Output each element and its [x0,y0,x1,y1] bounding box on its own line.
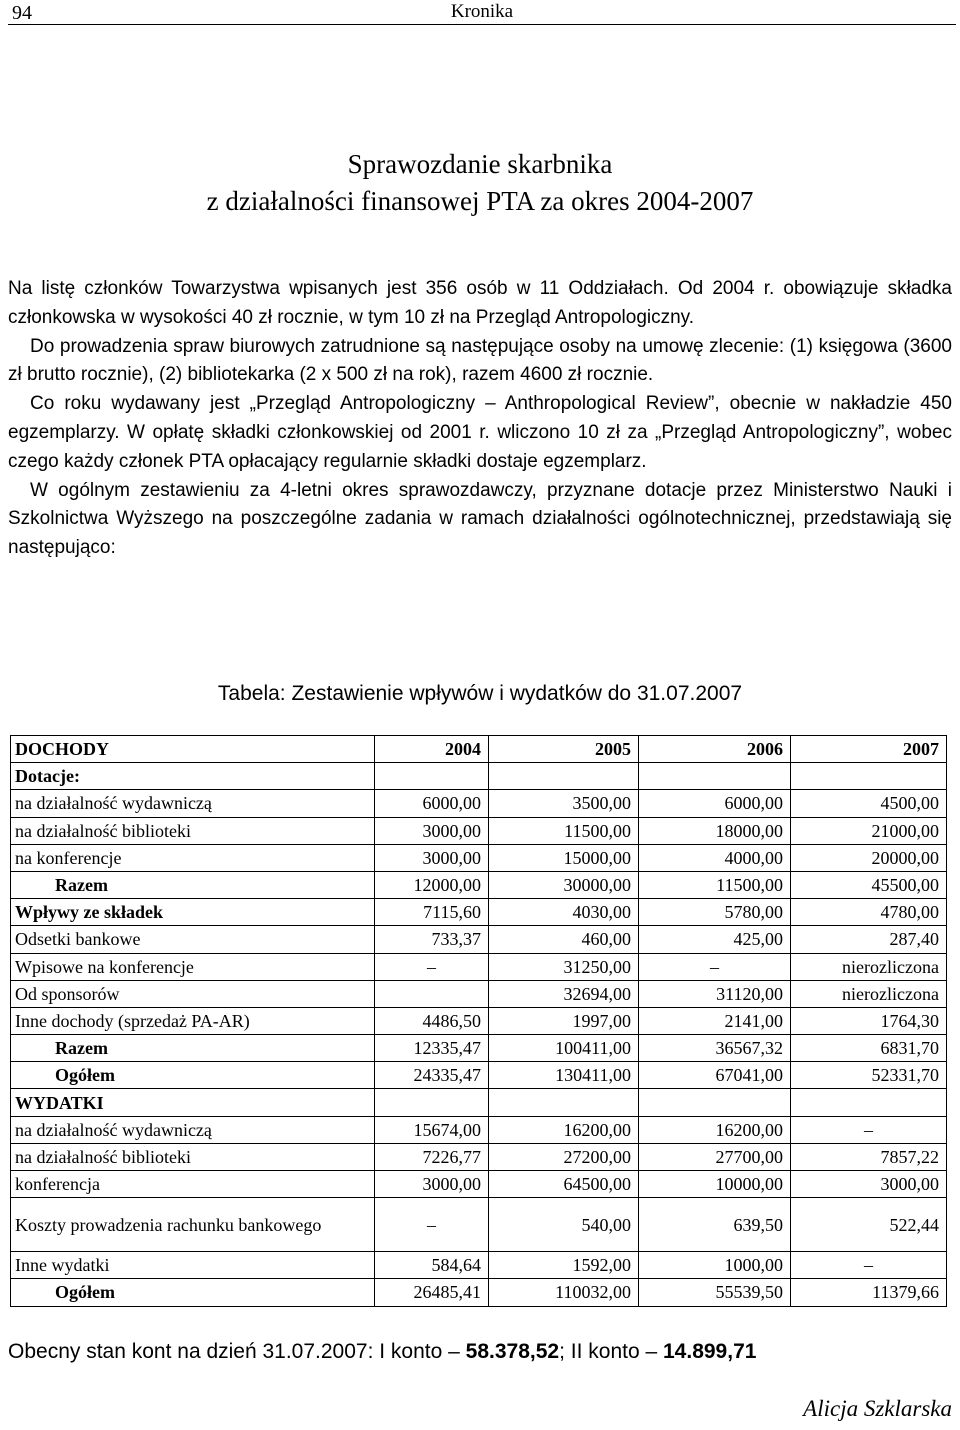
row-value: nierozliczona [791,980,947,1007]
running-header [8,2,956,25]
paragraph-staff: Do prowadzenia spraw biurowych zatrudnione są następujące osoby na umowę zlecenie: (1) księgowa (3600 zł brutto rocznie), (2) bibliotekarka (2 x 500 zł na rok), razem 4600 zł rocznie. [8,335,952,386]
row-value [489,1089,639,1116]
row-value: 6000,00 [375,790,489,817]
row-value: 6831,70 [791,1035,947,1062]
table-row [11,817,947,844]
row-value: 3000,00 [791,1171,947,1198]
balance-account-1: 58.378,52 [465,1340,560,1363]
table-row [11,1171,947,1198]
table-row [11,1252,947,1279]
table-row [11,899,947,926]
row-value: – [375,953,489,980]
row-value: 15674,00 [375,1116,489,1143]
row-label: WYDATKI [11,1089,375,1116]
row-value: – [639,953,791,980]
row-value: 4000,00 [639,844,791,871]
row-label: Od sponsorów [11,980,375,1007]
row-value: nierozliczona [791,953,947,980]
paragraph-journal: Co roku wydawany jest „Przegląd Antropologiczny – Anthropological Review”, obecnie w nakładzie 450 egzemplarzy. W opłatę składki członkowskiej od 2001 r. wliczono 10 zł za „Przegląd Antropologiczny”, wobec czego każdy członek PTA opłacający regularnie składki dostaje egzemplarz. [8,393,952,472]
row-label: Razem [11,1035,375,1062]
row-value: 100411,00 [489,1035,639,1062]
row-label: Ogółem [11,1279,375,1306]
row-value: 64500,00 [489,1171,639,1198]
table-header-cell: 2005 [489,736,639,763]
row-label: Wpływy ze składek [11,899,375,926]
row-value: 20000,00 [791,844,947,871]
row-value: 24335,47 [375,1062,489,1089]
row-value: 4486,50 [375,1007,489,1034]
row-value: 460,00 [489,926,639,953]
finance-table-body [11,736,947,1307]
table-row [11,926,947,953]
row-value: 3000,00 [375,817,489,844]
row-value: 584,64 [375,1252,489,1279]
row-value: 540,00 [489,1198,639,1252]
row-value: 1764,30 [791,1007,947,1034]
row-value: 16200,00 [639,1116,791,1143]
table-header-cell: 2006 [639,736,791,763]
finance-table [10,735,947,1307]
table-caption: Tabela: Zestawienie wpływów i wydatków do 31.07.2007 [217,682,743,705]
account-balance [8,1340,952,1364]
row-value: 110032,00 [489,1279,639,1306]
table-row [11,1035,947,1062]
signature: Alicja Szklarska [803,1396,952,1421]
row-value: 3500,00 [489,790,639,817]
row-value: 4780,00 [791,899,947,926]
row-value: 10000,00 [639,1171,791,1198]
row-label: Razem [11,871,375,898]
row-value: 2141,00 [639,1007,791,1034]
row-label: na działalność wydawniczą [11,790,375,817]
row-value: 21000,00 [791,817,947,844]
table-row [11,1062,947,1089]
table-row [11,953,947,980]
row-value: 36567,32 [639,1035,791,1062]
row-value: 130411,00 [489,1062,639,1089]
row-value: 4500,00 [791,790,947,817]
row-value [375,763,489,790]
row-value: 1997,00 [489,1007,639,1034]
row-value: 639,50 [639,1198,791,1252]
table-header-cell: 2007 [791,736,947,763]
table-row [11,1116,947,1143]
row-value: 16200,00 [489,1116,639,1143]
row-value: 3000,00 [375,844,489,871]
paragraph-members: Na listę członków Towarzystwa wpisanych jest 356 osób w 11 Oddziałach. Od 2004 r. obowiązuje składka członkowska w wysokości 40 zł rocznie, w tym 10 zł na Przegląd Antropologiczny. [8,278,952,328]
row-label: Odsetki bankowe [11,926,375,953]
table-header-cell: DOCHODY [11,736,375,763]
row-label: Inne dochody (sprzedaż PA-AR) [11,1007,375,1034]
row-value: 67041,00 [639,1062,791,1089]
table-header-row [11,736,947,763]
table-row [11,844,947,871]
row-value [639,763,791,790]
row-value: – [791,1116,947,1143]
row-value: 45500,00 [791,871,947,898]
row-value: 7115,60 [375,899,489,926]
row-value: 1000,00 [639,1252,791,1279]
row-value: 733,37 [375,926,489,953]
table-header-cell: 2004 [375,736,489,763]
row-label: na działalność wydawniczą [11,1116,375,1143]
row-value: 26485,41 [375,1279,489,1306]
row-label: Koszty prowadzenia rachunku bankowego [11,1198,375,1252]
row-value: 1592,00 [489,1252,639,1279]
row-value: 27200,00 [489,1143,639,1170]
row-label: na działalność biblioteki [11,817,375,844]
row-value: 7857,22 [791,1143,947,1170]
table-row [11,980,947,1007]
table-row [11,790,947,817]
row-label: Dotacje: [11,763,375,790]
row-value: 6000,00 [639,790,791,817]
table-row [11,1007,947,1034]
paragraph-grants: W ogólnym zestawieniu za 4-letni okres sprawozdawczy, przyznane dotacje przez Ministerstwo Nauki i Szkolnictwa Wyższego na poszczególne zadania w ramach działalności ogólnotechnicznej, przedstawiają się następująco: [8,479,952,559]
table-row [11,1279,947,1306]
row-value [375,980,489,1007]
row-value: 11379,66 [791,1279,947,1306]
row-value [489,763,639,790]
row-value: 11500,00 [639,871,791,898]
running-title: Kronika [450,1,514,22]
table-row [11,871,947,898]
row-value: 55539,50 [639,1279,791,1306]
table-row [11,763,947,790]
balance-prefix: Obecny stan kont na dzień 31.07.2007: I konto – [8,1340,466,1363]
row-value: 7226,77 [375,1143,489,1170]
row-label: Inne wydatki [11,1252,375,1279]
row-value: 425,00 [639,926,791,953]
row-value: 31250,00 [489,953,639,980]
row-value: 15000,00 [489,844,639,871]
row-label: na działalność biblioteki [11,1143,375,1170]
row-value: – [375,1198,489,1252]
row-value: 12335,47 [375,1035,489,1062]
row-value: 5780,00 [639,899,791,926]
row-value: 32694,00 [489,980,639,1007]
row-value: 31120,00 [639,980,791,1007]
page-number: 94 [12,2,32,24]
table-row [11,1089,947,1116]
balance-account-2: 14.899,71 [663,1340,757,1363]
row-value: 11500,00 [489,817,639,844]
row-value: 4030,00 [489,899,639,926]
row-value: 18000,00 [639,817,791,844]
row-value: – [791,1252,947,1279]
report-title-line-1: Sprawozdanie skarbnika [347,149,613,179]
row-value [791,763,947,790]
row-value: 522,44 [791,1198,947,1252]
row-value: 287,40 [791,926,947,953]
table-row [11,1143,947,1170]
row-value: 27700,00 [639,1143,791,1170]
row-label: Wpisowe na konferencje [11,953,375,980]
report-title [0,146,960,220]
row-value [791,1089,947,1116]
row-value: 30000,00 [489,871,639,898]
row-label: konferencja [11,1171,375,1198]
row-value [375,1089,489,1116]
row-value: 52331,70 [791,1062,947,1089]
report-title-line-2: z działalności finansowej PTA za okres 2004-2007 [206,186,754,216]
row-label: Ogółem [11,1062,375,1089]
row-value: 3000,00 [375,1171,489,1198]
row-value [639,1089,791,1116]
row-value: 12000,00 [375,871,489,898]
row-label: na konferencje [11,844,375,871]
table-row [11,1198,947,1252]
report-body [8,275,952,563]
balance-middle: ; II konto – [559,1340,663,1363]
